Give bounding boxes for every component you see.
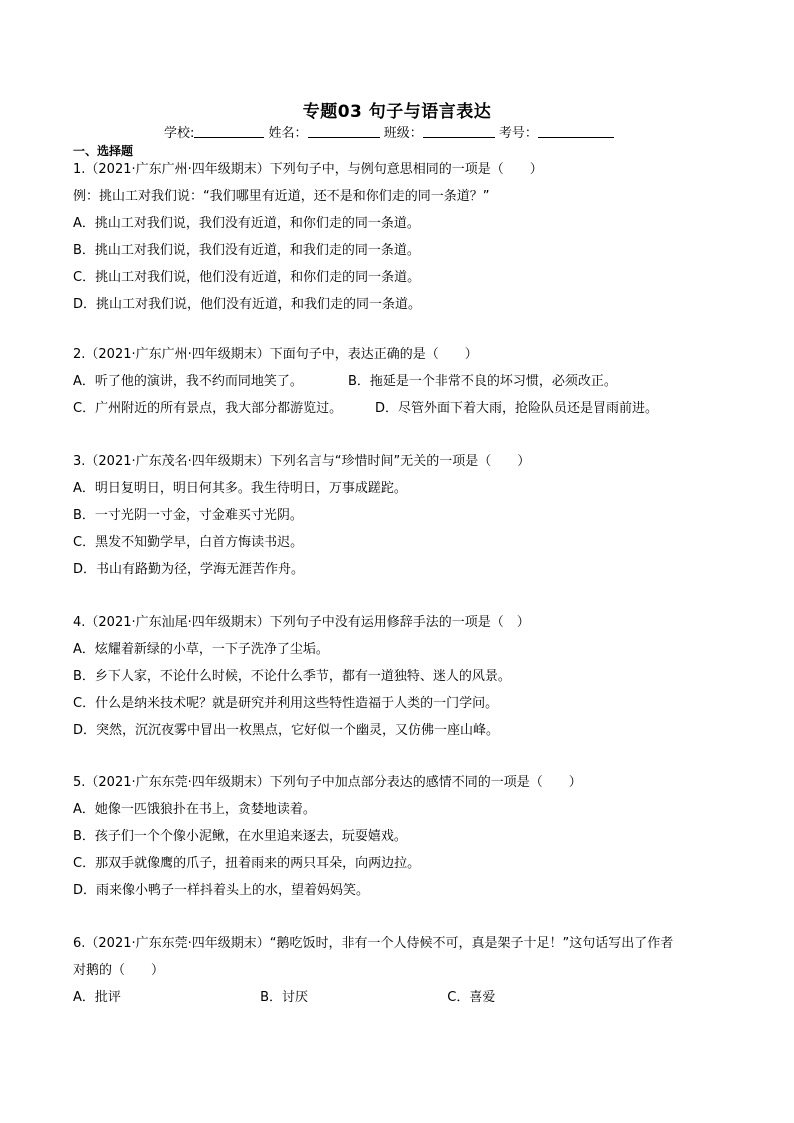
- question-6-stem-line-1: 6.（2021·广东东莞·四年级期末）“鹅吃饭时，非有一个人侍候不可，真是架子十足！”这句话写出了作者: [73, 936, 674, 951]
- question-6-options: [73, 984, 733, 1011]
- class-blank[interactable]: [423, 125, 495, 138]
- question-2-option-c[interactable]: C．广州附近的所有景点，我大部分都游览过。: [73, 401, 343, 416]
- question-1-stem: 1.（2021·广东广州·四年级期末）下列句子中，与例句意思相同的一项是（ ）: [73, 162, 543, 177]
- question-6-stem-line-2: 对鹅的（ ）: [73, 963, 165, 978]
- question-3-option-a[interactable]: A．明日复明日，明日何其多。我生待明日，万事成蹉跎。: [73, 481, 407, 496]
- question-2-option-a[interactable]: A．听了他的演讲，我不约而同地笑了。: [73, 374, 303, 389]
- question-4-stem: 4.（2021·广东汕尾·四年级期末）下列句子中没有运用修辞手法的一项是（ ）: [73, 615, 530, 630]
- number-blank[interactable]: [538, 125, 614, 138]
- question-2: [73, 341, 733, 422]
- question-5-option-b[interactable]: B．孩子们一个个像小泥鳅，在水里追来逐去，玩耍嬉戏。: [73, 829, 407, 844]
- question-3-stem: 3.（2021·广东茂名·四年级期末）下列名言与“珍惜时间”无关的一项是（ ）: [73, 454, 531, 469]
- question-2-row-ab: [73, 368, 733, 395]
- question-2-stem: 2.（2021·广东广州·四年级期末）下面句子中，表达正确的是（ ）: [73, 347, 478, 362]
- page-title: 专题03 句子与语言表达: [302, 102, 492, 122]
- question-5-option-a[interactable]: A．她像一匹饿狼扑在书上，贪婪地读着。: [73, 802, 316, 817]
- question-2-option-d[interactable]: D．尽管外面下着大雨，抢险队员还是冒雨前进。: [375, 401, 659, 416]
- question-3-option-b[interactable]: B．一寸光阴一寸金，寸金难买寸光阴。: [73, 508, 303, 523]
- question-5-option-c[interactable]: C．那双手就像鹰的爪子，扭着雨来的两只耳朵，向两边拉。: [73, 856, 421, 871]
- name-label: 姓名：: [268, 126, 308, 141]
- question-4-option-c[interactable]: C．什么是纳米技术呢？就是研究并利用这些特性造福于人类的一门学问。: [73, 696, 499, 711]
- class-label: 班级：: [383, 126, 423, 141]
- school-label: 学校:: [164, 126, 195, 141]
- question-1: [73, 156, 733, 318]
- question-6: [73, 930, 733, 1011]
- question-1-option-d[interactable]: D．挑山工对我们说，他们没有近道，和我们走的同一条道。: [73, 297, 422, 312]
- question-5-option-d[interactable]: D．雨来像小鸭子一样抖着头上的水，望着妈妈笑。: [73, 883, 370, 898]
- section-heading: 一、选择题: [73, 144, 134, 158]
- question-6-option-c[interactable]: C．喜爱: [447, 990, 496, 1005]
- question-2-option-b[interactable]: B．拖延是一个非常不良的坏习惯，必须改正。: [348, 374, 617, 389]
- question-4-option-b[interactable]: B．乡下人家，不论什么时候，不论什么季节，都有一道独特、迷人的风景。: [73, 669, 511, 684]
- question-5: [73, 769, 733, 904]
- question-1-option-a[interactable]: A．挑山工对我们说，我们没有近道，和你们走的同一条道。: [73, 216, 420, 231]
- number-label: 考号：: [498, 126, 538, 141]
- question-3-option-c[interactable]: C．黑发不知勤学早，白首方悔读书迟。: [73, 535, 304, 550]
- student-info-line: [164, 122, 614, 141]
- name-blank[interactable]: [308, 125, 380, 138]
- question-1-option-c[interactable]: C．挑山工对我们说，他们没有近道，和你们走的同一条道。: [73, 270, 421, 285]
- question-1-example: 例：挑山工对我们说：“我们哪里有近道，还不是和你们走的同一条道？”: [73, 189, 490, 204]
- question-1-option-b[interactable]: B．挑山工对我们说，我们没有近道，和我们走的同一条道。: [73, 243, 420, 258]
- question-3-option-d[interactable]: D．书山有路勤为径，学海无涯苦作舟。: [73, 562, 305, 577]
- question-4-option-d[interactable]: D．突然，沉沉夜雾中冒出一枚黑点，它好似一个幽灵，又仿佛一座山峰。: [73, 723, 500, 738]
- question-3: [73, 448, 733, 583]
- question-4: [73, 609, 733, 744]
- question-6-option-a[interactable]: A．批评: [73, 990, 121, 1005]
- question-5-stem: 5.（2021·广东东莞·四年级期末）下列句子中加点部分表达的感情不同的一项是（ ）: [73, 775, 582, 790]
- question-6-option-b[interactable]: B．讨厌: [260, 990, 309, 1005]
- question-2-row-cd: [73, 395, 733, 422]
- question-4-option-a[interactable]: A．炫耀着新绿的小草，一下子洗净了尘垢。: [73, 642, 329, 657]
- school-blank[interactable]: [194, 125, 264, 138]
